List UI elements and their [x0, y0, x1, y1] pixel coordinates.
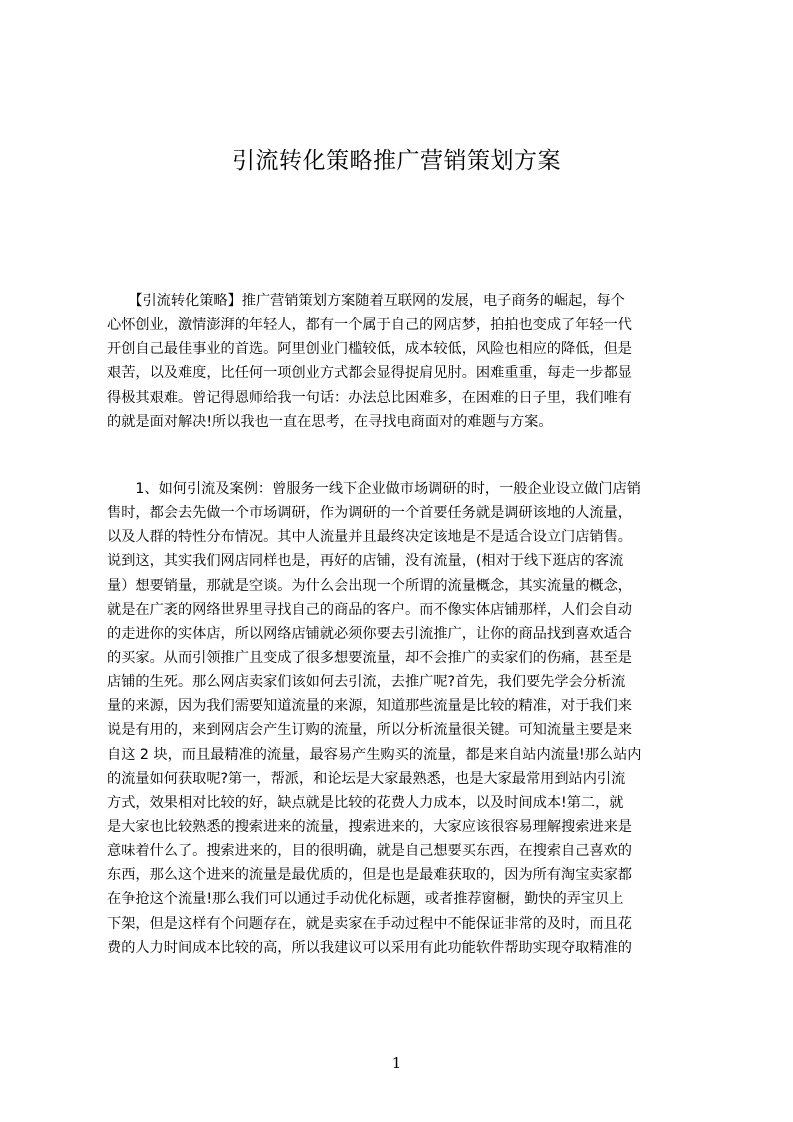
text-line: 的流量如何获取呢?第一，帮派，和论坛是大家最熟悉，也是大家最常用到站内引流	[107, 770, 626, 787]
text-line: 的就是面对解决!所以我也一直在思考，在寻找电商面对的难题与方案。	[107, 413, 553, 430]
section-1-paragraph	[107, 477, 710, 960]
text-line: 下架，但是这样有个问题存在，就是卖家在手动过程中不能保证非常的及时，而且花	[107, 915, 632, 932]
text-line: 【引流转化策略】推广营销策划方案随着互联网的发展，电子商务的崛起，每个	[107, 293, 625, 309]
text-line: 说是有用的，来到网店会产生订购的流量，所以分析流量很关键。可知流量主要是来	[107, 722, 632, 739]
text-line: 是大家也比较熟悉的搜索进来的流量，搜索进来的，大家应该很容易理解搜索进来是	[107, 818, 632, 835]
text-line: 就是在广袤的网络世界里寻找自己的商品的客户。而不像实体店铺那样，人们会自动	[107, 601, 632, 618]
text-line: 说到这，其实我们网店同样也是，再好的店铺，没有流量，(相对于线下逛店的客流	[107, 553, 624, 570]
text-line: 在争抢这个流量!那么我们可以通过手动优化标题，或者推荐窗橱，勤快的弄宝贝上	[107, 891, 624, 908]
text-line: 以及人群的特性分布情况。其中人流量并且最终决定该地是不是适合设立门店销售。	[107, 529, 632, 546]
text-line: 的买家。从而引领推广且变成了很多想要流量，却不会推广的卖家们的伤痛，甚至是	[107, 649, 632, 666]
text-line: 自这 2 块，而且最精准的流量，最容易产生购买的流量，都是来自站内流量!那么站内	[107, 746, 642, 763]
text-line: 得极其艰难。曾记得恩师给我一句话：办法总比困难多，在困难的日子里，我们唯有	[107, 389, 632, 406]
text-line: 心怀创业，激情澎湃的年轻人，都有一个属于自己的网店梦，拍拍也变成了年轻一代	[107, 317, 632, 334]
text-line: 的走进你的实体店，所以网络店铺就必须你要去引流推广，让你的商品找到喜欢适合	[107, 625, 632, 642]
text-line: 方式，效果相对比较的好，缺点就是比较的花费人力成本，以及时间成本!第二，就	[107, 794, 624, 811]
text-line: 售时，都会去先做一个市场调研，作为调研的一个首要任务就是调研该地的人流量，	[107, 505, 632, 522]
text-line: 费的人力时间成本比较的高，所以我建议可以采用有此功能软件帮助实现夺取精准的	[107, 939, 632, 956]
document-title: 引流转化策略推广营销策划方案	[232, 148, 561, 174]
page-number: 1	[391, 1054, 402, 1072]
text-line: 店铺的生死。那么网店卖家们该如何去引流，去推广呢?首先，我们要先学会分析流	[107, 674, 626, 691]
text-line: 量）想要销量，那就是空谈。为什么会出现一个所谓的流量概念，其实流量的概念，	[107, 577, 632, 594]
text-line: 量的来源，因为我们需要知道流量的来源，知道那些流量是比较的精准，对于我们来	[107, 698, 632, 715]
text-line: 意味着什么了。搜索进来的，目的很明确，就是自己想要买东西，在搜索自己喜欢的	[107, 843, 632, 860]
text-line: 1、如何引流及案例：曾服务一线下企业做市场调研的时，一般企业设立做门店销	[107, 481, 641, 497]
text-line: 开创自己最佳事业的首选。阿里创业门槛较低，成本较低，风险也相应的降低，但是	[107, 341, 632, 358]
text-line: 艰苦，以及难度，比任何一项创业方式都会显得捉肩见肘。困难重重，每走一步都显	[107, 365, 632, 382]
intro-paragraph	[107, 289, 710, 434]
text-line: 东西，那么这个进来的流量是最优质的，但是也是最难获取的，因为所有淘宝卖家都	[107, 867, 632, 884]
